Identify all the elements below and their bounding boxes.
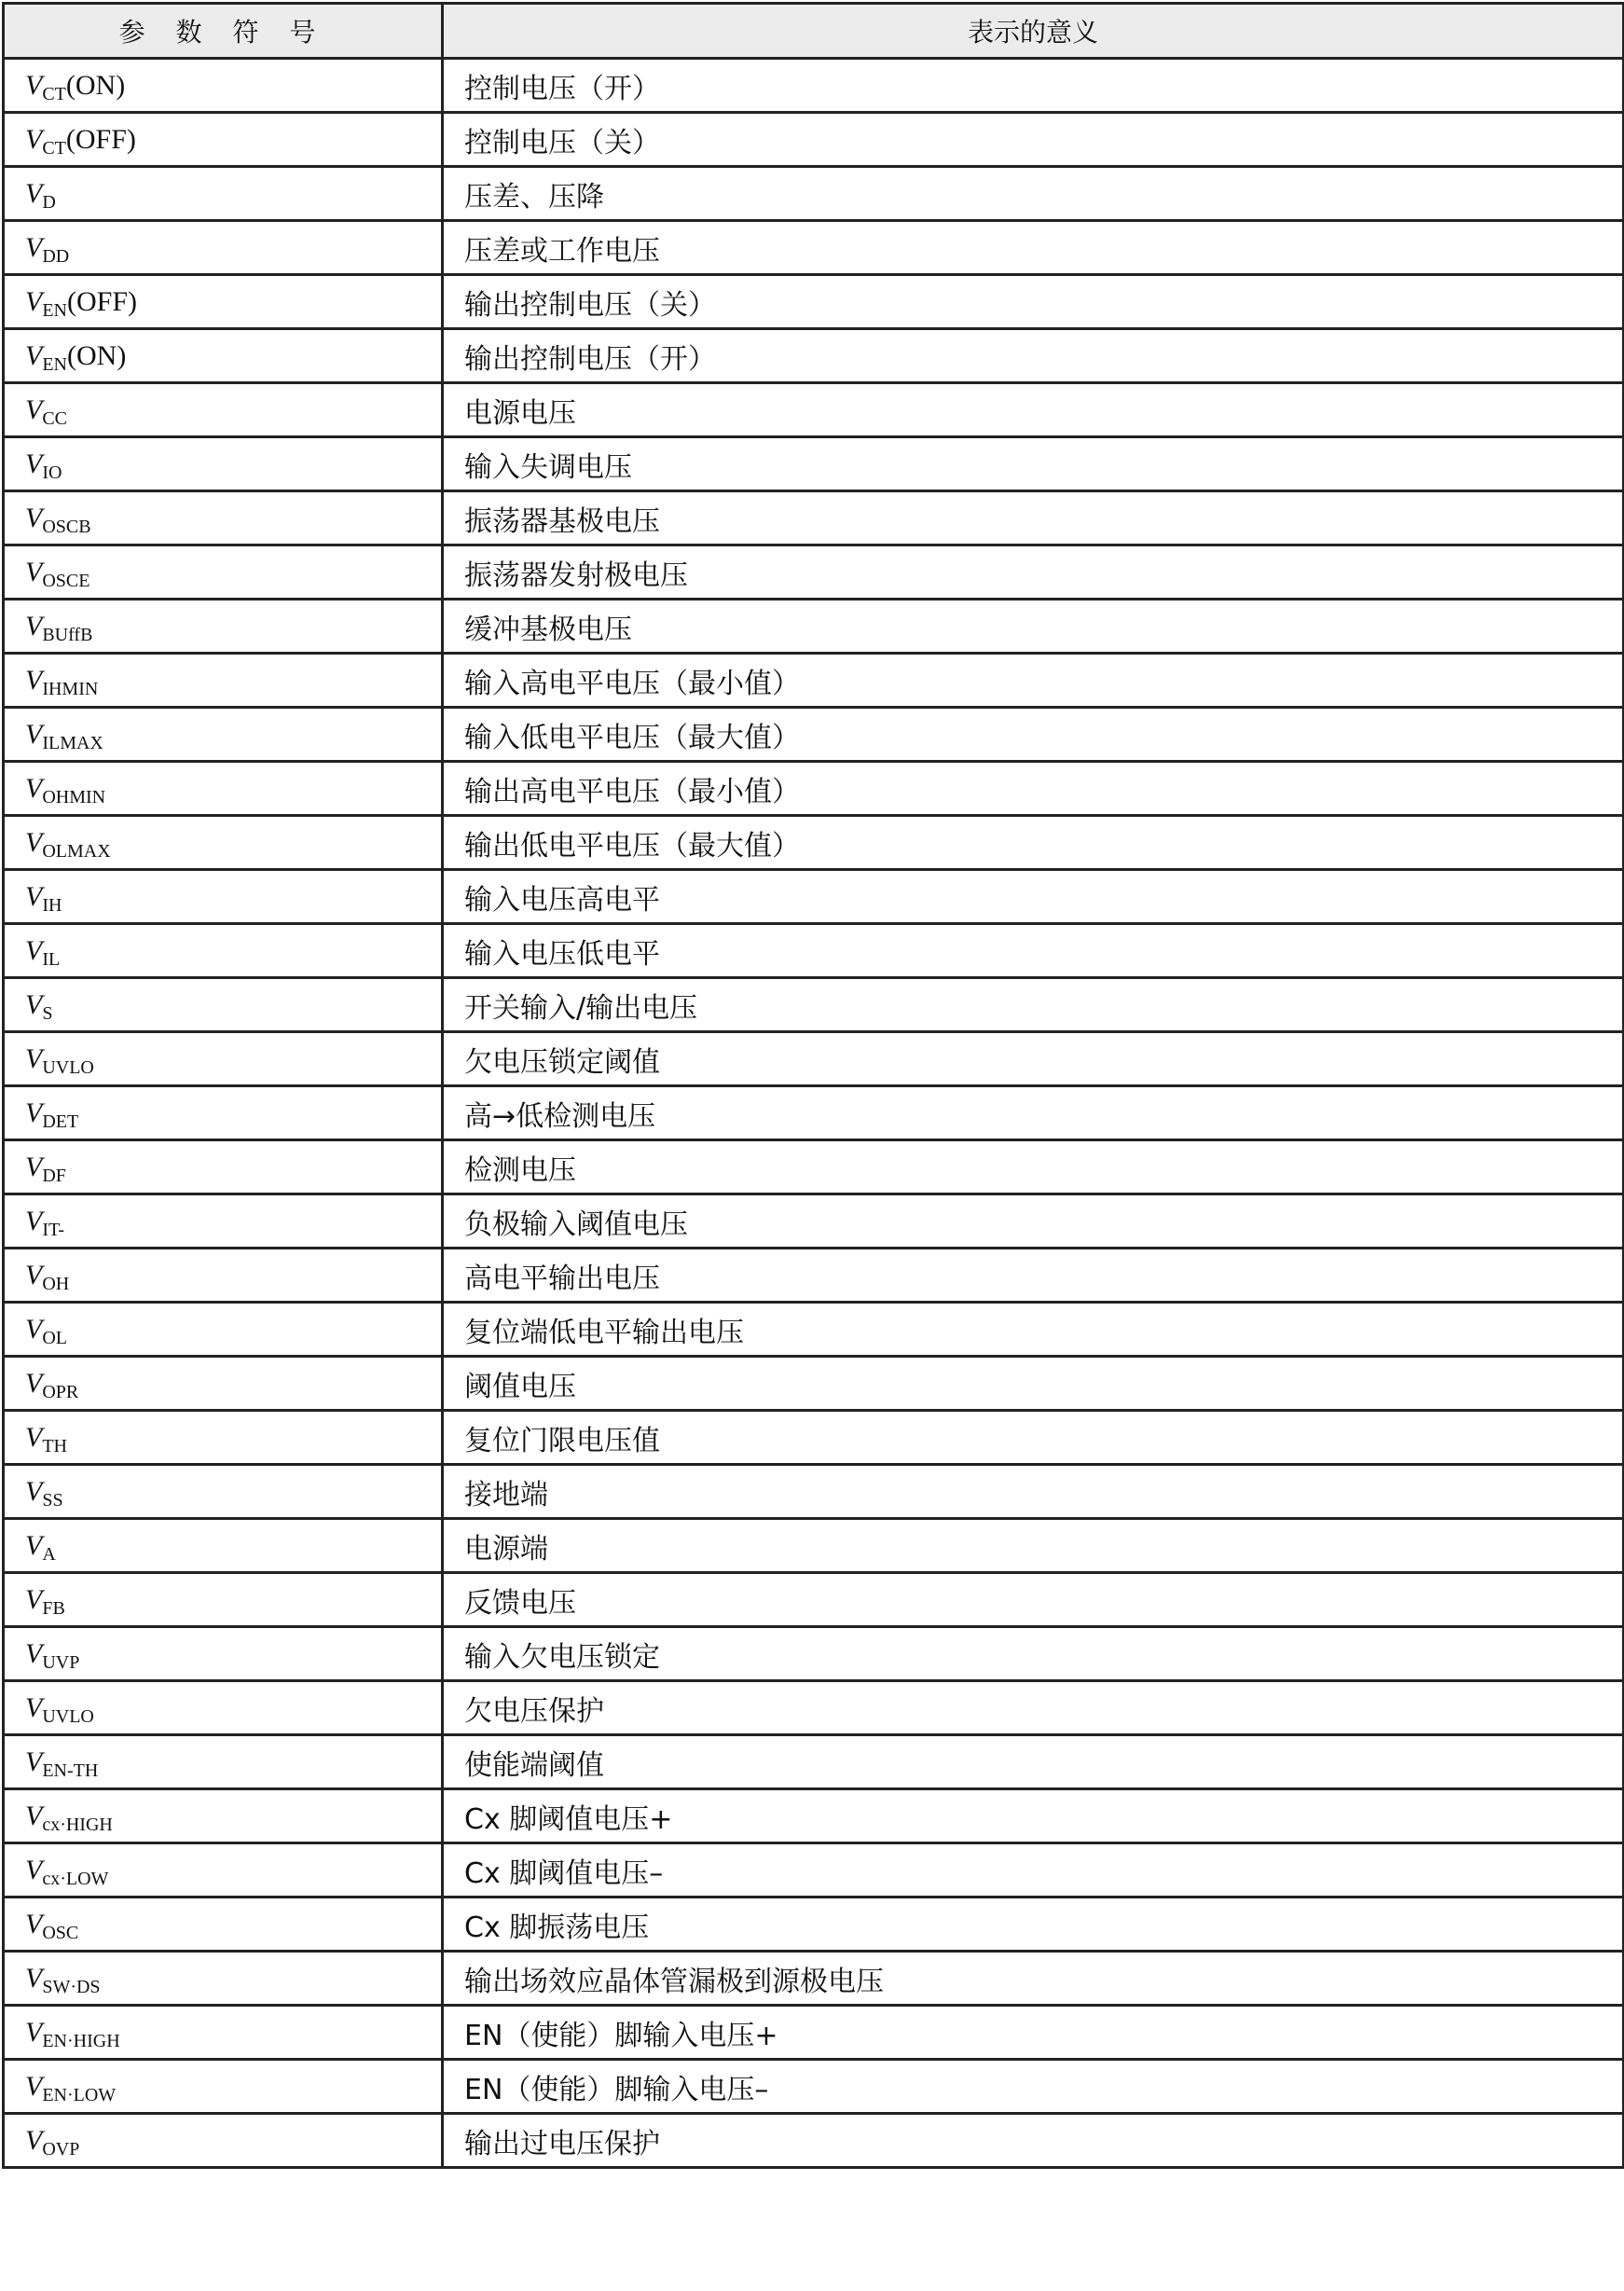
symbol-variable: V	[25, 826, 43, 858]
table-row	[4, 1681, 1624, 1735]
symbol-variable: V	[25, 123, 43, 155]
symbol-subscript: EN	[42, 353, 67, 375]
symbol-variable: V	[25, 339, 43, 371]
symbol-cell	[4, 1249, 443, 1303]
meaning-cell: 压差、压降	[443, 167, 1624, 221]
table-row	[4, 1086, 1624, 1140]
table-row	[4, 1303, 1624, 1357]
symbol-cell	[4, 2114, 443, 2168]
symbol-subscript: OSCE	[42, 570, 90, 591]
symbol-variable: V	[25, 69, 43, 101]
meaning-cell: Cx 脚振荡电压	[443, 1898, 1624, 1952]
table-row	[4, 1952, 1624, 2006]
symbol-variable: V	[25, 1421, 43, 1453]
symbol-subscript: CT	[42, 83, 66, 104]
symbol-cell	[4, 383, 443, 437]
symbol-subscript: OVP	[42, 2138, 80, 2160]
meaning-cell: 输出过电压保护	[443, 2114, 1624, 2168]
meaning-cell: 输入高电平电压（最小值）	[443, 654, 1624, 708]
table-row	[4, 1735, 1624, 1789]
symbol-cell	[4, 654, 443, 708]
meaning-cell: EN（使能）脚输入电压–	[443, 2060, 1624, 2114]
symbol-cell	[4, 329, 443, 383]
symbol-variable: V	[25, 664, 43, 696]
meaning-cell: 输出高电平电压（最小值）	[443, 762, 1624, 816]
symbol-variable: V	[25, 1962, 43, 1994]
symbol-cell	[4, 978, 443, 1032]
meaning-cell: 欠电压保护	[443, 1681, 1624, 1735]
symbol-subscript: cx·HIGH	[42, 1814, 113, 1835]
symbol-variable: V	[25, 1151, 43, 1182]
meaning-cell: 振荡器基极电压	[443, 491, 1624, 545]
table-row	[4, 1465, 1624, 1519]
table-row	[4, 2006, 1624, 2060]
symbol-subscript: UVLO	[42, 1705, 94, 1727]
meaning-cell: 输出低电平电压（最大值）	[443, 816, 1624, 870]
symbol-variable: V	[25, 502, 43, 533]
table-row	[4, 1789, 1624, 1843]
table-row	[4, 870, 1624, 924]
symbol-variable: V	[25, 177, 43, 209]
table-row	[4, 1843, 1624, 1898]
symbol-cell	[4, 600, 443, 654]
meaning-cell: 控制电压（开）	[443, 59, 1624, 113]
symbol-cell	[4, 1465, 443, 1519]
symbol-subscript: EN·LOW	[42, 2084, 117, 2105]
symbol-variable: V	[25, 1529, 43, 1561]
symbol-variable: V	[25, 2070, 43, 2102]
meaning-cell: 电源端	[443, 1519, 1624, 1573]
symbol-suffix: (ON)	[65, 69, 126, 101]
symbol-suffix: (OFF)	[67, 285, 138, 317]
symbol-variable: V	[25, 285, 43, 317]
symbol-variable: V	[25, 988, 43, 1020]
symbol-cell	[4, 1898, 443, 1952]
symbol-cell	[4, 2060, 443, 2114]
symbol-cell	[4, 1627, 443, 1681]
symbol-variable: V	[25, 1854, 43, 1885]
meaning-cell: 输入失调电压	[443, 437, 1624, 491]
symbol-subscript: DF	[42, 1165, 66, 1186]
meaning-cell: 复位端低电平输出电压	[443, 1303, 1624, 1357]
symbol-subscript: OH	[42, 1273, 70, 1294]
symbol-cell	[4, 870, 443, 924]
symbol-subscript: IHMIN	[42, 678, 99, 699]
symbol-variable: V	[25, 1097, 43, 1128]
symbol-variable: V	[25, 1800, 43, 1831]
symbol-cell	[4, 1411, 443, 1465]
table-row	[4, 545, 1624, 600]
table-row	[4, 2060, 1624, 2114]
meaning-cell: 电源电压	[443, 383, 1624, 437]
symbol-variable: V	[25, 1746, 43, 1777]
symbol-variable: V	[25, 1908, 43, 1939]
symbol-cell	[4, 545, 443, 600]
symbol-cell	[4, 1303, 443, 1357]
symbol-cell	[4, 167, 443, 221]
symbol-subscript: OLMAX	[42, 840, 111, 862]
meaning-cell: 阈值电压	[443, 1357, 1624, 1411]
symbol-suffix: (ON)	[67, 339, 127, 371]
table-row	[4, 113, 1624, 167]
table-row	[4, 1140, 1624, 1194]
table-row	[4, 924, 1624, 978]
table-row	[4, 329, 1624, 383]
symbol-variable: V	[25, 934, 43, 966]
meaning-cell: 输入欠电压锁定	[443, 1627, 1624, 1681]
symbol-cell	[4, 275, 443, 329]
symbol-cell	[4, 1952, 443, 2006]
meaning-cell: 反馈电压	[443, 1573, 1624, 1627]
table-row	[4, 59, 1624, 113]
table-row	[4, 1627, 1624, 1681]
symbol-variable: V	[25, 556, 43, 587]
meaning-cell: 开关输入/输出电压	[443, 978, 1624, 1032]
table-row	[4, 816, 1624, 870]
symbol-subscript: OSC	[42, 1922, 79, 1943]
header-meaning: 表示的意义	[443, 4, 1624, 59]
symbol-subscript: IL	[42, 948, 61, 970]
table-row	[4, 600, 1624, 654]
parameter-table	[2, 2, 1624, 2169]
symbol-cell	[4, 491, 443, 545]
symbol-subscript: IT-	[42, 1219, 65, 1240]
symbol-cell	[4, 924, 443, 978]
symbol-suffix: (OFF)	[65, 123, 136, 155]
symbol-variable: V	[25, 1583, 43, 1615]
symbol-cell	[4, 1573, 443, 1627]
symbol-subscript: OL	[42, 1327, 67, 1348]
symbol-variable: V	[25, 1042, 43, 1074]
symbol-variable: V	[25, 1367, 43, 1399]
table-row	[4, 221, 1624, 275]
symbol-subscript: EN	[42, 299, 67, 321]
symbol-variable: V	[25, 772, 43, 804]
meaning-cell: 控制电压（关）	[443, 113, 1624, 167]
symbol-cell	[4, 1681, 443, 1735]
symbol-subscript: IO	[42, 462, 62, 483]
symbol-subscript: A	[42, 1543, 56, 1565]
symbol-variable: V	[25, 880, 43, 912]
symbol-variable: V	[25, 2016, 43, 2048]
symbol-subscript: TH	[42, 1435, 67, 1456]
table-row	[4, 491, 1624, 545]
symbol-cell	[4, 762, 443, 816]
symbol-cell	[4, 1032, 443, 1086]
symbol-variable: V	[25, 718, 43, 750]
meaning-cell: Cx 脚阈值电压–	[443, 1843, 1624, 1898]
symbol-cell	[4, 1519, 443, 1573]
meaning-cell: 输入电压低电平	[443, 924, 1624, 978]
symbol-cell	[4, 59, 443, 113]
symbol-subscript: D	[42, 191, 56, 213]
meaning-cell: 使能端阈值	[443, 1735, 1624, 1789]
symbol-cell	[4, 437, 443, 491]
symbol-variable: V	[25, 1259, 43, 1290]
meaning-cell: 输入低电平电压（最大值）	[443, 708, 1624, 762]
meaning-cell: EN（使能）脚输入电压+	[443, 2006, 1624, 2060]
symbol-subscript: CT	[42, 137, 66, 159]
symbol-cell	[4, 1086, 443, 1140]
meaning-cell: 复位门限电压值	[443, 1411, 1624, 1465]
meaning-cell: 欠电压锁定阈值	[443, 1032, 1624, 1086]
symbol-cell	[4, 221, 443, 275]
table-row	[4, 654, 1624, 708]
symbol-subscript: SS	[42, 1489, 63, 1511]
symbol-variable: V	[25, 1313, 43, 1345]
symbol-variable: V	[25, 393, 43, 425]
meaning-cell: Cx 脚阈值电压+	[443, 1789, 1624, 1843]
symbol-variable: V	[25, 231, 43, 263]
meaning-cell: 输入电压高电平	[443, 870, 1624, 924]
symbol-subscript: UVP	[42, 1651, 80, 1673]
symbol-cell	[4, 2006, 443, 2060]
symbol-cell	[4, 113, 443, 167]
table-row	[4, 762, 1624, 816]
table-row	[4, 167, 1624, 221]
meaning-cell: 输出控制电压（开）	[443, 329, 1624, 383]
meaning-cell: 高→低检测电压	[443, 1086, 1624, 1140]
table-row	[4, 1032, 1624, 1086]
symbol-subscript: UVLO	[42, 1056, 94, 1078]
meaning-cell: 接地端	[443, 1465, 1624, 1519]
symbol-subscript: OPR	[42, 1381, 79, 1402]
symbol-subscript: EN·HIGH	[42, 2030, 120, 2051]
symbol-subscript: S	[42, 1002, 53, 1024]
symbol-cell	[4, 1843, 443, 1898]
header-row	[4, 4, 1624, 59]
meaning-cell: 压差或工作电压	[443, 221, 1624, 275]
symbol-subscript: DD	[42, 245, 70, 267]
symbol-variable: V	[25, 1475, 43, 1507]
table-row	[4, 1519, 1624, 1573]
table-row	[4, 1249, 1624, 1303]
table-row	[4, 1194, 1624, 1249]
table-row	[4, 1898, 1624, 1952]
table-row	[4, 437, 1624, 491]
symbol-cell	[4, 1194, 443, 1249]
meaning-cell: 负极输入阈值电压	[443, 1194, 1624, 1249]
table-body	[4, 59, 1624, 2168]
table-row	[4, 1357, 1624, 1411]
symbol-variable: V	[25, 1205, 43, 1236]
meaning-cell: 缓冲基极电压	[443, 600, 1624, 654]
symbol-variable: V	[25, 448, 43, 479]
symbol-subscript: ILMAX	[42, 732, 103, 753]
symbol-cell	[4, 816, 443, 870]
symbol-variable: V	[25, 1691, 43, 1723]
symbol-subscript: cx·LOW	[42, 1868, 109, 1889]
symbol-subscript: SW·DS	[42, 1976, 101, 1997]
symbol-variable: V	[25, 610, 43, 642]
symbol-subscript: CC	[42, 407, 68, 429]
symbol-cell	[4, 1735, 443, 1789]
symbol-subscript: BUffB	[42, 624, 93, 645]
symbol-variable: V	[25, 1637, 43, 1669]
table-row	[4, 1411, 1624, 1465]
symbol-subscript: OSCB	[42, 516, 91, 537]
symbol-subscript: DET	[42, 1111, 79, 1132]
table-row	[4, 2114, 1624, 2168]
symbol-subscript: OHMIN	[42, 786, 106, 807]
symbol-cell	[4, 1357, 443, 1411]
meaning-cell: 振荡器发射极电压	[443, 545, 1624, 600]
symbol-subscript: IH	[42, 894, 62, 916]
symbol-variable: V	[25, 2124, 43, 2156]
meaning-cell: 高电平输出电压	[443, 1249, 1624, 1303]
symbol-cell	[4, 1789, 443, 1843]
meaning-cell: 输出控制电压（关）	[443, 275, 1624, 329]
table-row	[4, 1573, 1624, 1627]
symbol-cell	[4, 708, 443, 762]
meaning-cell: 输出场效应晶体管漏极到源极电压	[443, 1952, 1624, 2006]
symbol-subscript: EN-TH	[42, 1760, 99, 1781]
symbol-cell	[4, 1140, 443, 1194]
header-symbol: 参 数 符 号	[4, 4, 443, 59]
meaning-cell: 检测电压	[443, 1140, 1624, 1194]
table-row	[4, 708, 1624, 762]
table-row	[4, 275, 1624, 329]
symbol-subscript: FB	[42, 1597, 65, 1619]
table-row	[4, 978, 1624, 1032]
table-row	[4, 383, 1624, 437]
